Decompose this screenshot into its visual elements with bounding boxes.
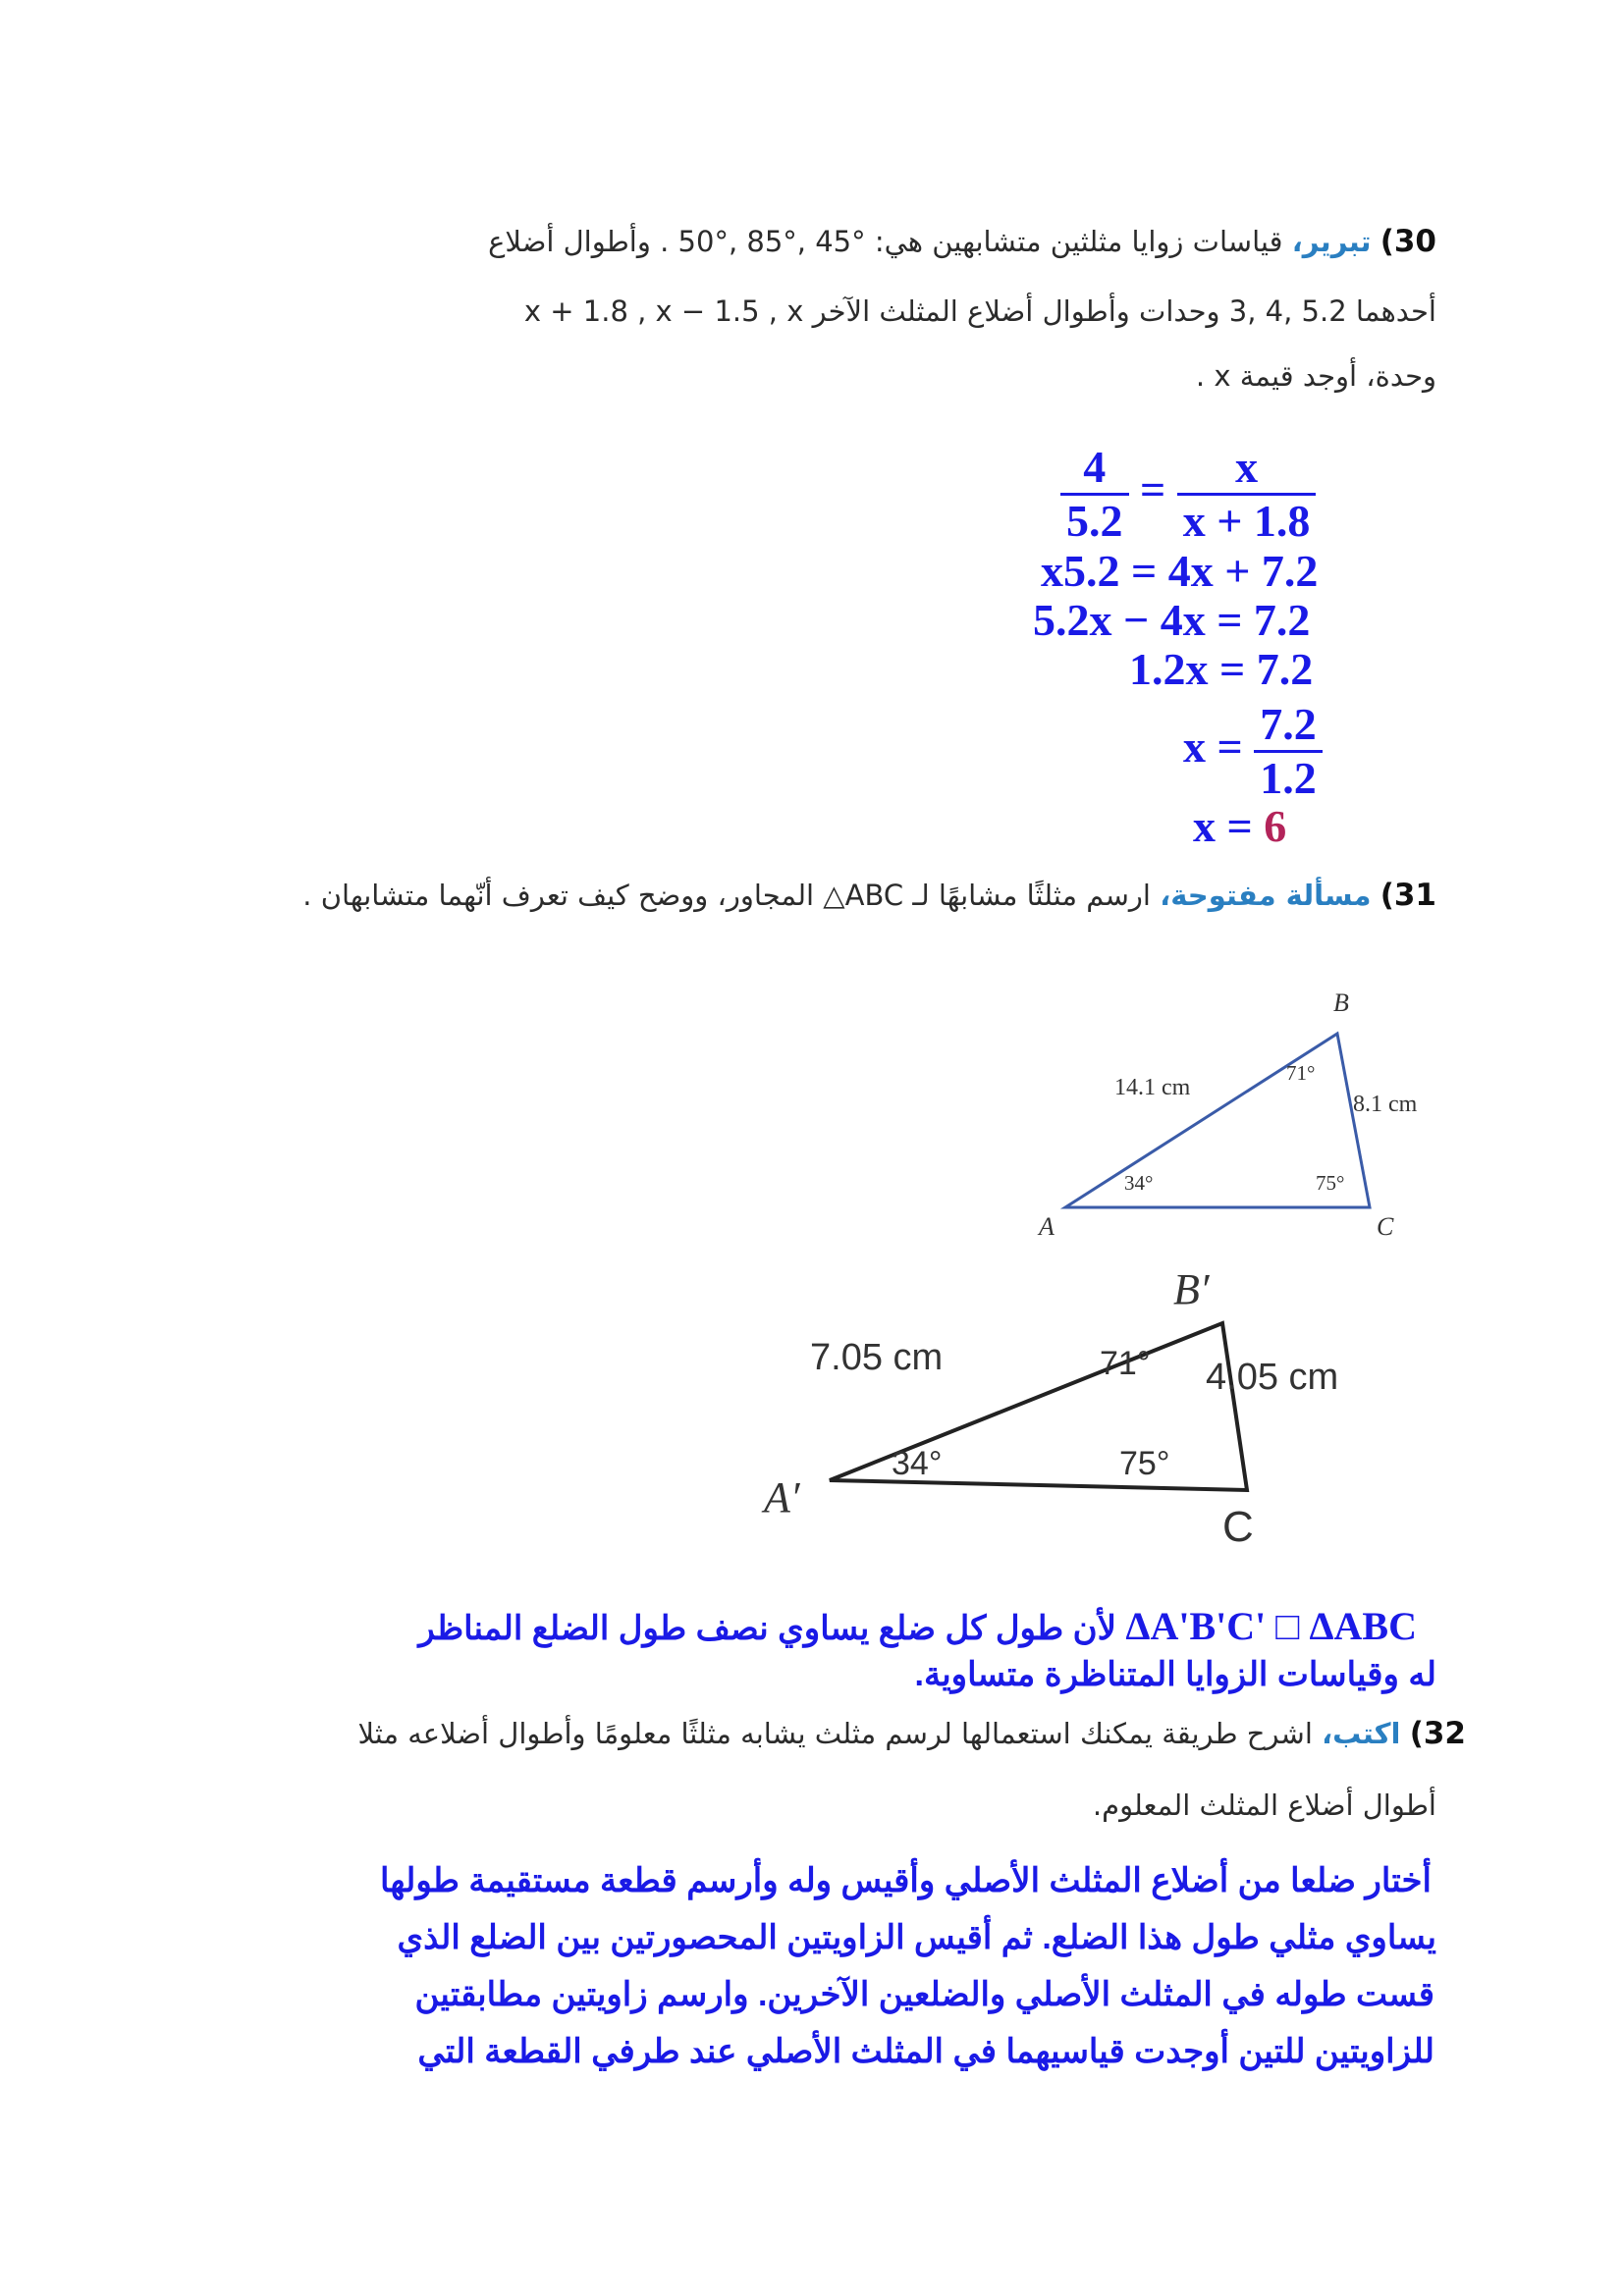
step-6-lhs: x = <box>1193 801 1253 851</box>
fraction-right-denominator: x + 1.8 <box>1182 496 1311 546</box>
angle-b-label: 71° <box>1286 1061 1316 1085</box>
solution-step-4: 1.2x = 7.2 <box>1129 644 1314 694</box>
q30-label: تبرير، <box>1291 225 1372 258</box>
q30-number: 30) <box>1380 224 1436 259</box>
q32-line-2: أطوال أضلاع المثلث المعلوم. <box>1092 1789 1436 1822</box>
solution-step-5 <box>1183 699 1323 804</box>
q32-number: 32) <box>1409 1716 1466 1751</box>
side-ab-label: 14.1 cm <box>1114 1075 1191 1100</box>
angle-a-label: 34° <box>1124 1171 1154 1195</box>
fraction-left <box>1060 442 1129 547</box>
vertex-c-prime: C <box>1222 1503 1254 1551</box>
answer31-line-1 <box>42 1603 1417 1649</box>
triangle-abc-figure <box>1021 982 1463 1247</box>
q31-line <box>160 878 1436 913</box>
angle-c-prime-label: 75° <box>1119 1445 1170 1482</box>
vertex-c: C <box>1377 1212 1394 1241</box>
similar-symbol: □ <box>1275 1604 1300 1648</box>
angle-b-prime-label: 71° <box>1100 1345 1151 1382</box>
final-answer-value: 6 <box>1264 801 1287 851</box>
fraction-result-denominator: 1.2 <box>1260 753 1317 803</box>
solution-step-1 <box>1060 442 1316 547</box>
angle-a-prime-label: 34° <box>892 1445 943 1482</box>
fraction-result <box>1254 699 1323 804</box>
equals-sign: = <box>1140 464 1166 515</box>
answer32-line-3: قست طوله في المثلث الأصلي والضلعين الآخرين. وارسم زاويتين مطابقتين <box>414 1976 1434 2013</box>
answer31-line-2: له وقياسات الزوايا المتناظرة متساوية. <box>914 1656 1436 1693</box>
answer31-reason: لأن طول كل ضلع يساوي نصف طول الضلع المناظر <box>418 1610 1126 1647</box>
vertex-a-prime: A′ <box>764 1473 800 1522</box>
q30-line-1 <box>160 224 1436 259</box>
fraction-right <box>1177 442 1317 547</box>
step-5-lhs: x = <box>1183 721 1243 773</box>
fraction-result-numerator: 7.2 <box>1254 699 1323 753</box>
answer32-line-2: يساوي مثلي طول هذا الضلع. ثم أقيس الزاويتين المحصورتين بين الضلع الذي <box>397 1919 1436 1956</box>
q32-text-1: اشرح طريقة يمكنك استعمالها لرسم مثلث يشابه مثلثًا معلومًا وأطوال أضلاعه مثلا <box>357 1717 1313 1750</box>
angle-c-label: 75° <box>1316 1171 1345 1195</box>
q31-number: 31) <box>1380 878 1436 913</box>
q30-text-1: قياسات زوايا مثلثين متشابهين هي: °45 ,°85 ,°50 . وأطوال أضلاع <box>488 225 1283 258</box>
side-bc-label: 8.1 cm <box>1353 1092 1418 1117</box>
solution-step-3: 5.2x − 4x = 7.2 <box>1033 595 1311 645</box>
q31-label: مسألة مفتوحة، <box>1160 879 1372 912</box>
triangle-original-name: ΔABC <box>1299 1604 1417 1648</box>
answer32-line-4: للزاويتين للتين أوجدت قياسيهما في المثلث الأصلي عند طرفي القطعة التي <box>417 2033 1434 2070</box>
triangle-abc-prime-figure <box>756 1247 1434 1551</box>
answer32-line-1: أختار ضلعا من أضلاع المثلث الأصلي وأقيس وله وأرسم قطعة مستقيمة طولها <box>379 1862 1432 1899</box>
side-bc-prime-label: 4.05 cm <box>1206 1357 1339 1398</box>
q30-line-3: وحدة، أوجد قيمة x . <box>1195 359 1436 393</box>
fraction-left-denominator: 5.2 <box>1066 496 1123 546</box>
q31-text: ارسم مثلثًا مشابهًا لـ ABC△ المجاور، ووضح كيف تعرف أنّهما متشابهان . <box>302 879 1151 912</box>
vertex-b: B <box>1333 988 1349 1017</box>
fraction-right-numerator: x <box>1177 442 1317 496</box>
side-ab-prime-label: 7.05 cm <box>810 1337 944 1378</box>
q30-line-2: أحدهما 5.2 ,4 ,3 وحدات وأطوال أضلاع المثلث الآخر x + 1.8 , x − 1.5 , x <box>523 294 1436 328</box>
similarity-statement <box>1125 1604 1417 1648</box>
vertex-b-prime: B′ <box>1173 1265 1210 1313</box>
solution-step-2: x5.2 = 4x + 7.2 <box>1041 546 1319 596</box>
q32-label: اكتب، <box>1322 1717 1401 1750</box>
q32-line-1 <box>91 1716 1466 1751</box>
solution-step-6 <box>1193 800 1286 852</box>
triangle-prime-name: ΔA'B'C' <box>1125 1604 1276 1648</box>
fraction-left-numerator: 4 <box>1060 442 1129 496</box>
vertex-a: A <box>1039 1212 1055 1241</box>
